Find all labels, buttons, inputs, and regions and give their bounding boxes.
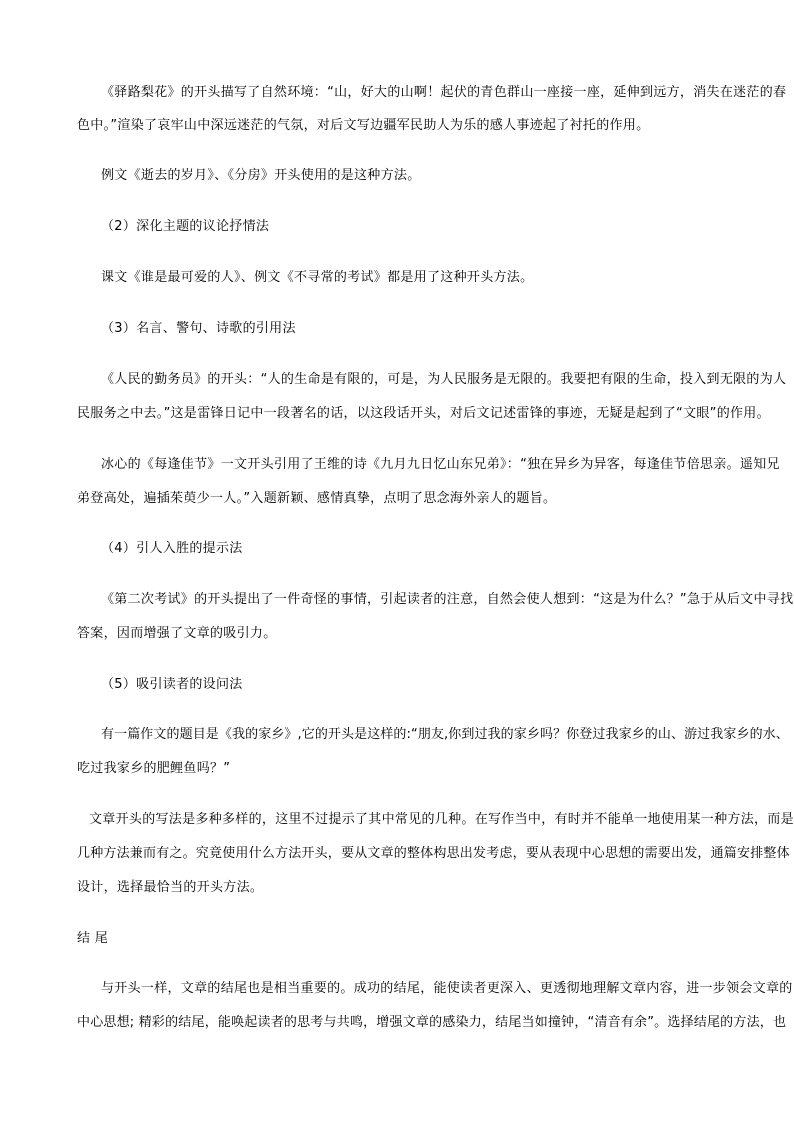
text-line: 色中。”渲染了哀牢山中深远迷茫的气氛，对后文写边疆军民助人为乐的感人事迹起了衬托的作用。 (77, 118, 650, 133)
text-line: 设计，选择最恰当的开头方法。 (77, 880, 264, 895)
text-line: 与开头一样，文章的结尾也是相当重要的。成功的结尾，能使读者更深入、更透彻地理解文章内容，进一步领会文章的 (101, 981, 793, 996)
section-title: 结 尾 (77, 931, 109, 946)
text-line: 《驿路梨花》的开头描写了自然环境：“山，好大的山啊！起伏的青色群山一座接一座，延伸到远方，消失在迷茫的春 (101, 85, 787, 100)
text-line: 课文《谁是最可爱的人》、例文《不寻常的考试》都是用了这种开头方法。 (101, 270, 534, 285)
text-line: 有一篇作文的题目是《我的家乡》,它的开头是这样的:“朋友,你到过我的家乡吗？你登过我家乡的山、游过我家乡的水、 (101, 727, 789, 742)
text-line: 答案，因而增强了文章的吸引力。 (77, 626, 277, 641)
text-line: 《第二次考试》的开头提出了一件奇怪的事情，引起读者的注意，自然会使人想到：“这是为什么？”急于从后文中寻找 (101, 592, 794, 607)
text-line: 吃过我家乡的肥鲤鱼吗？” (77, 761, 231, 776)
section-heading: （3）名言、警句、诗歌的引用法 (101, 321, 296, 336)
text-line: 中心思想; 精彩的结尾，能唤起读者的思考与共鸣，增强文章的感染力，结尾当如撞钟，“清音有余”。选择结尾的方法，也 (77, 1015, 787, 1030)
text-line: 例文《逝去的岁月》、《分房》开头使用的是这种方法。 (101, 168, 421, 183)
section-heading: （5）吸引读者的设问法 (101, 677, 243, 692)
text-line: 冰心的《每逢佳节》一文开头引用了王维的诗《九月九日忆山东兄弟》：“独在异乡为异客，每逢佳节倍思亲。遥知兄 (101, 457, 780, 472)
section-heading: （2）深化主题的议论抒情法 (101, 219, 270, 234)
section-heading: （4）引人入胜的提示法 (101, 541, 243, 556)
text-line: 几种方法兼而有之。究竟使用什么方法开头，要从文章的整体构思出发考虑，要从表现中心思想的需要出发，通篇安排整体 (77, 846, 790, 861)
text-line: 文章开头的写法是多种多样的，这里不过提示了其中常见的几种。在写作当中，有时并不能单一地使用某一种方法，而是 (89, 812, 794, 827)
text-line: 民服务之中去。”这是雷锋日记中一段著名的话，以这段话开头，对后文记述雷锋的事迹，无疑是起到了“文眼”的作用。 (77, 406, 770, 421)
text-line: 弟登高处，遍插茱萸少一人。”入题新颖、感情真挚，点明了思念海外亲人的题旨。 (77, 491, 557, 506)
text-line: 《人民的勤务员》的开头：“人的生命是有限的，可是，为人民服务是无限的。我要把有限的生命，投入到无限的为人 (101, 372, 787, 387)
